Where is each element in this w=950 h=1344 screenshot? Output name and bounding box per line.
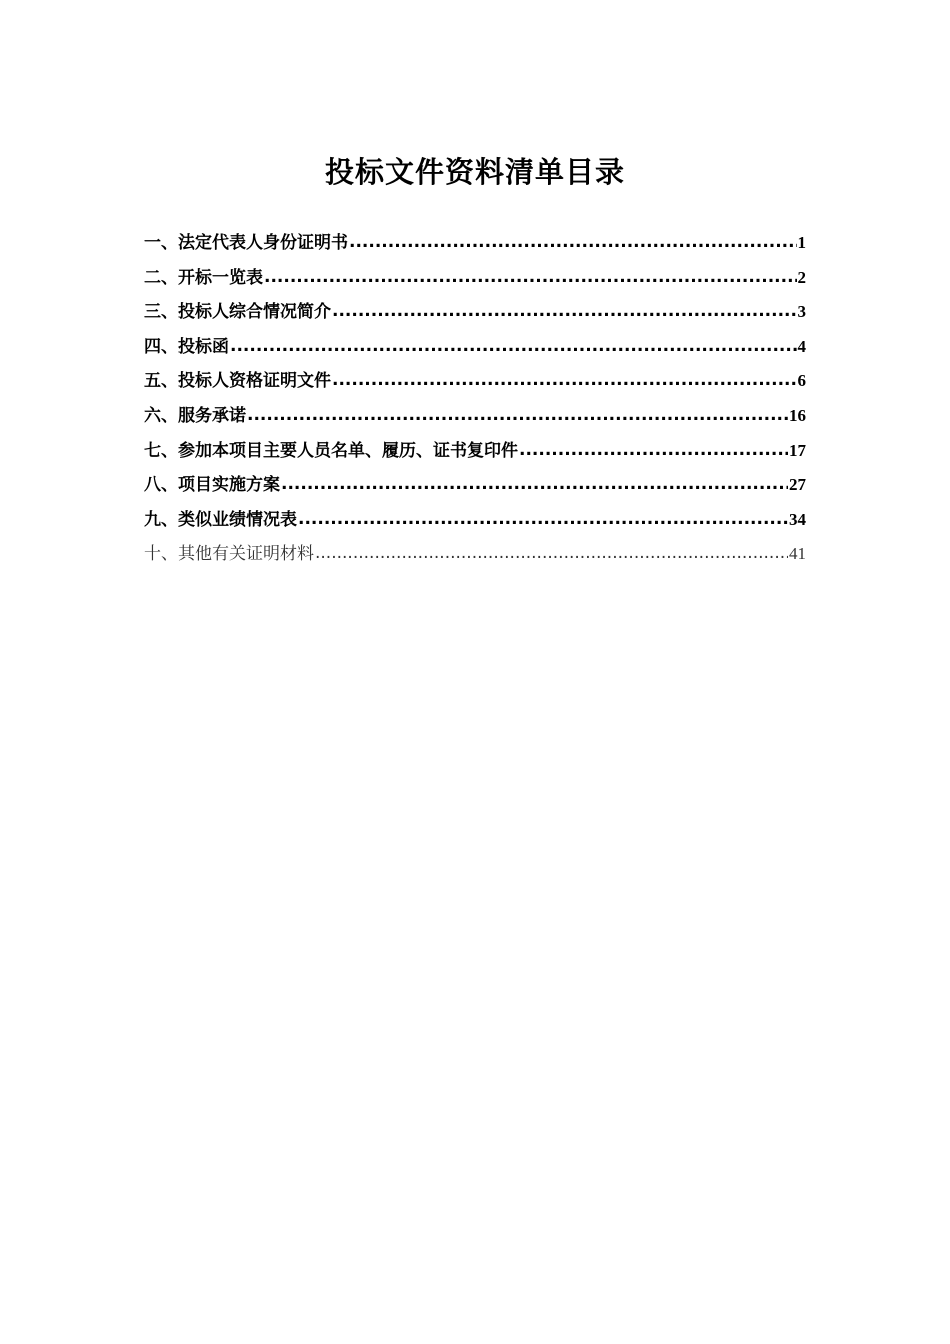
toc-entry-label: 四、投标函 <box>144 336 229 357</box>
toc-entry-10 <box>144 539 806 574</box>
toc-entry-2 <box>144 263 806 298</box>
toc-entry-7 <box>144 436 806 471</box>
toc-entry-page: 17 <box>789 440 806 460</box>
toc-leader-dots <box>247 405 788 425</box>
toc-entry-5 <box>144 366 806 401</box>
toc-entry-1 <box>144 228 806 263</box>
toc-leader-dots <box>230 336 797 356</box>
toc-entry-page: 6 <box>797 371 806 391</box>
toc-entry-label: 八、项目实施方案 <box>144 475 280 496</box>
toc-entry-page: 16 <box>789 405 806 425</box>
toc-leader-dots <box>332 301 797 321</box>
toc-entry-4 <box>144 332 806 367</box>
toc-entry-page: 41 <box>789 544 806 564</box>
toc-entry-9 <box>144 505 806 540</box>
toc-leader-dots <box>332 370 797 390</box>
toc-entry-label: 一、法定代表人身份证明书 <box>144 233 348 253</box>
toc-leader-dots <box>264 267 797 287</box>
toc-entry-page: 2 <box>797 267 806 287</box>
page-title: 投标文件资料清单目录 <box>324 155 625 189</box>
toc-entry-6 <box>144 401 806 436</box>
toc-leader-dots <box>519 440 788 460</box>
toc-entry-page: 34 <box>789 509 806 529</box>
toc-entry-label: 九、类似业绩情况表 <box>144 509 297 530</box>
toc-entry-page: 1 <box>797 233 806 252</box>
toc-entry-label: 七、参加本项目主要人员名单、履历、证书复印件 <box>144 440 518 461</box>
toc-leader-dots <box>349 232 797 252</box>
toc-entry-page: 27 <box>789 475 806 495</box>
toc-entry-label: 三、投标人综合情况简介 <box>144 302 331 323</box>
toc-entry-label: 十、其他有关证明材料 <box>144 544 314 565</box>
toc-entry-page: 4 <box>797 336 806 356</box>
toc-entry-3 <box>144 297 806 332</box>
table-of-contents <box>144 228 806 574</box>
toc-entry-label: 五、投标人资格证明文件 <box>144 371 331 392</box>
toc-entry-label: 六、服务承诺 <box>144 405 246 426</box>
toc-leader-dots <box>281 474 788 494</box>
toc-entry-label: 二、开标一览表 <box>144 267 263 288</box>
toc-entry-page: 3 <box>797 302 806 322</box>
toc-leader-dots <box>315 543 788 563</box>
toc-leader-dots <box>298 509 788 529</box>
toc-entry-8 <box>144 470 806 505</box>
